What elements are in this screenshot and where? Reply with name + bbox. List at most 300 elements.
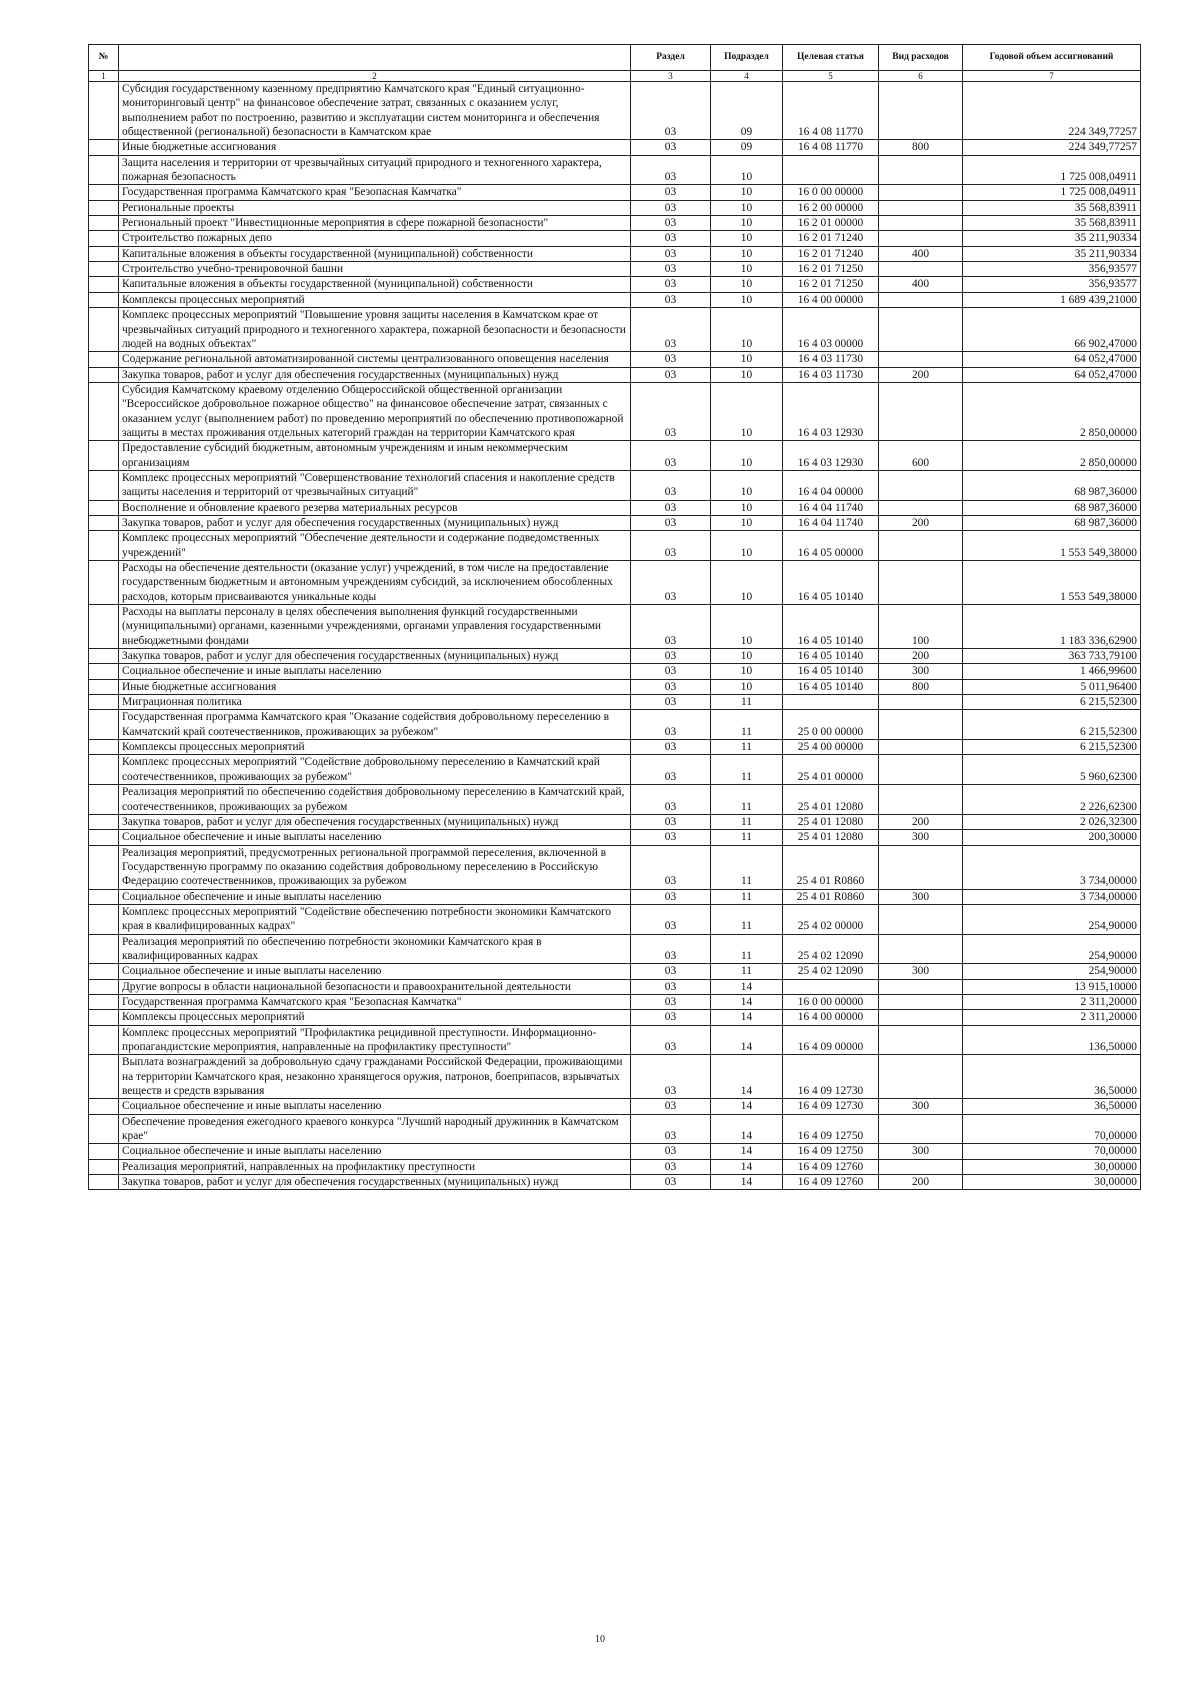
table-row [89,155,1141,185]
row-name-cell: Социальное обеспечение и иные выплаты населению [119,664,631,679]
column-number: 2 [119,71,631,82]
row-podrazdel-cell: 10 [711,185,783,200]
row-name-cell: Социальное обеспечение и иные выплаты населению [119,964,631,979]
row-name-cell: Социальное обеспечение и иные выплаты населению [119,1144,631,1159]
row-number-cell [89,1055,119,1099]
row-podrazdel-cell: 10 [711,649,783,664]
row-amount-cell: 35 568,83911 [963,200,1141,215]
row-amount-cell: 30,00000 [963,1175,1141,1190]
row-razdel-cell: 03 [631,1175,711,1190]
row-razdel-cell: 03 [631,814,711,829]
row-podrazdel-cell: 10 [711,246,783,261]
row-number-cell [89,664,119,679]
row-expense-type-cell: 300 [879,830,963,845]
row-name-cell: Иные бюджетные ассигнования [119,140,631,155]
table-row [89,292,1141,307]
row-amount-cell: 2 226,62300 [963,785,1141,815]
row-number-cell [89,740,119,755]
column-number-row [89,71,1141,82]
table-row [89,262,1141,277]
row-number-cell [89,1175,119,1190]
table-row [89,679,1141,694]
row-number-cell [89,500,119,515]
row-podrazdel-cell: 14 [711,1099,783,1114]
header-row [89,45,1141,71]
row-number-cell [89,979,119,994]
row-name-cell: Иные бюджетные ассигнования [119,679,631,694]
row-expense-type-cell [879,352,963,367]
row-expense-type-cell [879,82,963,140]
row-amount-cell: 35 568,83911 [963,216,1141,231]
row-podrazdel-cell: 10 [711,382,783,440]
row-podrazdel-cell: 10 [711,500,783,515]
row-number-cell [89,231,119,246]
row-podrazdel-cell: 10 [711,292,783,307]
row-podrazdel-cell: 10 [711,262,783,277]
row-number-cell [89,814,119,829]
row-number-cell [89,561,119,605]
row-amount-cell: 35 211,90334 [963,246,1141,261]
row-expense-type-cell: 300 [879,964,963,979]
table-row [89,231,1141,246]
row-razdel-cell: 03 [631,1010,711,1025]
table-row [89,695,1141,710]
row-target-cell: 25 4 02 12090 [783,964,879,979]
row-razdel-cell: 03 [631,531,711,561]
row-razdel-cell: 03 [631,155,711,185]
row-podrazdel-cell: 11 [711,889,783,904]
row-target-cell: 16 2 01 00000 [783,216,879,231]
row-number-cell [89,845,119,889]
table-row [89,277,1141,292]
row-target-cell: 16 2 01 71250 [783,277,879,292]
row-podrazdel-cell: 10 [711,200,783,215]
row-razdel-cell: 03 [631,904,711,934]
row-razdel-cell: 03 [631,292,711,307]
table-row [89,82,1141,140]
row-razdel-cell: 03 [631,1025,711,1055]
row-razdel-cell: 03 [631,200,711,215]
table-row [89,246,1141,261]
row-number-cell [89,140,119,155]
row-name-cell: Восполнение и обновление краевого резерва материальных ресурсов [119,500,631,515]
row-razdel-cell: 03 [631,830,711,845]
row-name-cell: Государственная программа Камчатского края "Безопасная Камчатка" [119,994,631,1009]
row-target-cell: 16 4 04 11740 [783,500,879,515]
row-podrazdel-cell: 14 [711,1159,783,1174]
row-name-cell: Выплата вознаграждений за добровольную сдачу гражданами Российской Федерации, проживающими на территории Камчатского края, незаконно хранящегося оружия, патронов, боеприпасов, взрывчатых веществ и средств взрывания [119,1055,631,1099]
row-name-cell: Государственная программа Камчатского края "Безопасная Камчатка" [119,185,631,200]
row-expense-type-cell [879,155,963,185]
row-name-cell: Комплекс процессных мероприятий "Содействие обеспечению потребности экономики Камчатского края в квалифицированных кадрах" [119,904,631,934]
header-no: № [89,45,119,71]
row-amount-cell: 254,90000 [963,904,1141,934]
row-expense-type-cell [879,755,963,785]
row-expense-type-cell [879,934,963,964]
row-razdel-cell: 03 [631,934,711,964]
row-razdel-cell: 03 [631,308,711,352]
row-target-cell: 16 4 05 10140 [783,649,879,664]
table-row [89,1099,1141,1114]
row-target-cell: 16 4 09 12730 [783,1099,879,1114]
row-expense-type-cell [879,382,963,440]
row-target-cell: 16 4 05 00000 [783,531,879,561]
row-expense-type-cell: 200 [879,814,963,829]
row-number-cell [89,710,119,740]
row-number-cell [89,155,119,185]
row-expense-type-cell [879,561,963,605]
row-target-cell: 25 4 01 12080 [783,814,879,829]
row-razdel-cell: 03 [631,441,711,471]
row-razdel-cell: 03 [631,500,711,515]
row-name-cell: Миграционная политика [119,695,631,710]
row-target-cell: 16 4 04 00000 [783,470,879,500]
row-expense-type-cell [879,292,963,307]
column-number: 5 [783,71,879,82]
row-expense-type-cell [879,262,963,277]
row-name-cell: Субсидия государственному казенному предприятию Камчатского края "Единый ситуационно-мониторинговый центр" на финансовое обеспечение затрат, связанных с оказанием услуг, выполнением работ по построению, развитию и эксплуатации систем мониторинга и обеспечения общественной (региональной) безопасности в Камчатском крае [119,82,631,140]
row-name-cell: Реализация мероприятий, направленных на профилактику преступности [119,1159,631,1174]
row-razdel-cell: 03 [631,845,711,889]
row-expense-type-cell [879,308,963,352]
row-name-cell: Комплекс процессных мероприятий "Обеспечение деятельности и содержание подведомственных учреждений" [119,531,631,561]
row-target-cell: 16 4 03 11730 [783,367,879,382]
row-number-cell [89,830,119,845]
row-target-cell: 25 4 01 12080 [783,785,879,815]
column-number: 6 [879,71,963,82]
row-razdel-cell: 03 [631,664,711,679]
table-row [89,200,1141,215]
row-number-cell [89,1010,119,1025]
row-number-cell [89,308,119,352]
row-razdel-cell: 03 [631,277,711,292]
row-amount-cell: 1 553 549,38000 [963,531,1141,561]
table-row [89,470,1141,500]
row-number-cell [89,755,119,785]
header-razdel: Раздел [631,45,711,71]
row-amount-cell: 68 987,36000 [963,500,1141,515]
row-target-cell: 16 4 00 00000 [783,1010,879,1025]
row-number-cell [89,1144,119,1159]
header-amount: Годовой объем ассигнований [963,45,1141,71]
row-podrazdel-cell: 10 [711,531,783,561]
row-razdel-cell: 03 [631,1114,711,1144]
row-podrazdel-cell: 11 [711,710,783,740]
column-number: 3 [631,71,711,82]
row-number-cell [89,292,119,307]
row-target-cell: 16 4 08 11770 [783,140,879,155]
row-expense-type-cell [879,740,963,755]
row-amount-cell: 1 466,99600 [963,664,1141,679]
table-row [89,994,1141,1009]
row-target-cell: 16 4 05 10140 [783,561,879,605]
table-row [89,1055,1141,1099]
row-target-cell: 16 0 00 00000 [783,185,879,200]
row-expense-type-cell [879,500,963,515]
row-razdel-cell: 03 [631,470,711,500]
row-target-cell: 16 2 00 00000 [783,200,879,215]
row-amount-cell: 6 215,52300 [963,710,1141,740]
row-name-cell: Комплекс процессных мероприятий "Повышение уровня защиты населения в Камчатском крае от чрезвычайных ситуаций природного и техногенного характера, пожарной безопасности и безопасности людей на водных объектах" [119,308,631,352]
table-row [89,889,1141,904]
row-amount-cell: 363 733,79100 [963,649,1141,664]
row-target-cell: 16 2 01 71240 [783,246,879,261]
row-expense-type-cell [879,470,963,500]
row-amount-cell: 36,50000 [963,1099,1141,1114]
row-name-cell: Реализация мероприятий по обеспечению содействия добровольному переселению в Камчатский край, соотечественников, проживающих за рубежом [119,785,631,815]
table-row [89,1175,1141,1190]
row-expense-type-cell [879,904,963,934]
row-amount-cell: 1 689 439,21000 [963,292,1141,307]
table-row [89,830,1141,845]
row-target-cell [783,695,879,710]
row-podrazdel-cell: 10 [711,605,783,649]
row-number-cell [89,605,119,649]
row-amount-cell: 1 183 336,62900 [963,605,1141,649]
row-podrazdel-cell: 14 [711,1025,783,1055]
row-expense-type-cell [879,994,963,1009]
row-name-cell: Закупка товаров, работ и услуг для обеспечения государственных (муниципальных) нужд [119,367,631,382]
page-number: 10 [595,1634,605,1645]
table-row [89,755,1141,785]
table-row [89,1159,1141,1174]
row-podrazdel-cell: 11 [711,755,783,785]
row-amount-cell: 13 915,10000 [963,979,1141,994]
row-podrazdel-cell: 14 [711,1055,783,1099]
budget-sheet [88,44,1140,1190]
row-expense-type-cell: 400 [879,246,963,261]
row-podrazdel-cell: 14 [711,1114,783,1144]
row-target-cell: 16 0 00 00000 [783,994,879,1009]
table-row [89,710,1141,740]
table-row [89,964,1141,979]
row-amount-cell: 64 052,47000 [963,352,1141,367]
row-expense-type-cell [879,710,963,740]
row-expense-type-cell: 800 [879,140,963,155]
row-number-cell [89,470,119,500]
row-amount-cell: 35 211,90334 [963,231,1141,246]
table-row [89,904,1141,934]
row-expense-type-cell [879,845,963,889]
column-number: 1 [89,71,119,82]
table-row [89,814,1141,829]
row-amount-cell: 356,93577 [963,277,1141,292]
row-name-cell: Расходы на обеспечение деятельности (оказание услуг) учреждений, в том числе на предоставление государственным бюджетным и автономным учреждениям субсидий, за исключением обособленных расходов, которым присваиваются уникальные коды [119,561,631,605]
row-target-cell: 25 4 02 00000 [783,904,879,934]
row-podrazdel-cell: 10 [711,352,783,367]
row-target-cell: 16 4 04 11740 [783,515,879,530]
row-expense-type-cell: 200 [879,649,963,664]
row-number-cell [89,441,119,471]
row-number-cell [89,695,119,710]
row-razdel-cell: 03 [631,246,711,261]
row-amount-cell: 1 553 549,38000 [963,561,1141,605]
table-row [89,515,1141,530]
row-amount-cell: 2 850,00000 [963,441,1141,471]
row-name-cell: Строительство пожарных депо [119,231,631,246]
row-razdel-cell: 03 [631,1144,711,1159]
row-podrazdel-cell: 14 [711,979,783,994]
row-amount-cell: 2 026,32300 [963,814,1141,829]
table-row [89,1025,1141,1055]
row-amount-cell: 1 725 008,04911 [963,185,1141,200]
row-razdel-cell: 03 [631,1159,711,1174]
row-amount-cell: 36,50000 [963,1055,1141,1099]
row-podrazdel-cell: 10 [711,216,783,231]
table-row [89,1114,1141,1144]
row-name-cell: Реализация мероприятий, предусмотренных региональной программой переселения, включенной в Государственную программу по оказанию содействия добровольному переселению в Российскую Федерацию соотечественников, проживающих за рубежом [119,845,631,889]
row-number-cell [89,889,119,904]
row-razdel-cell: 03 [631,695,711,710]
row-name-cell: Закупка товаров, работ и услуг для обеспечения государственных (муниципальных) нужд [119,515,631,530]
table-body [89,82,1141,1190]
row-expense-type-cell: 200 [879,367,963,382]
table-row [89,664,1141,679]
table-row [89,934,1141,964]
row-number-cell [89,904,119,934]
row-expense-type-cell [879,1055,963,1099]
row-amount-cell: 30,00000 [963,1159,1141,1174]
row-podrazdel-cell: 10 [711,679,783,694]
row-razdel-cell: 03 [631,679,711,694]
row-number-cell [89,185,119,200]
row-razdel-cell: 03 [631,755,711,785]
row-target-cell: 16 4 03 12930 [783,382,879,440]
table-row [89,352,1141,367]
row-razdel-cell: 03 [631,515,711,530]
row-podrazdel-cell: 10 [711,308,783,352]
row-name-cell: Расходы на выплаты персоналу в целях обеспечения выполнения функций государственными (муниципальными) органами, казенными учреждениями, органами управления государственными внебюджетными фондами [119,605,631,649]
row-expense-type-cell: 300 [879,664,963,679]
row-expense-type-cell [879,200,963,215]
row-podrazdel-cell: 14 [711,994,783,1009]
row-amount-cell: 2 850,00000 [963,382,1141,440]
row-razdel-cell: 03 [631,561,711,605]
row-number-cell [89,994,119,1009]
row-number-cell [89,785,119,815]
row-number-cell [89,1159,119,1174]
table-row [89,740,1141,755]
row-name-cell: Региональный проект "Инвестиционные мероприятия в сфере пожарной безопасности" [119,216,631,231]
row-amount-cell: 70,00000 [963,1144,1141,1159]
row-podrazdel-cell: 10 [711,367,783,382]
row-target-cell [783,979,879,994]
row-target-cell: 16 4 09 00000 [783,1025,879,1055]
row-number-cell [89,382,119,440]
row-name-cell: Социальное обеспечение и иные выплаты населению [119,1099,631,1114]
row-number-cell [89,367,119,382]
row-name-cell: Комплекс процессных мероприятий "Совершенствование технологий спасения и накопление средств защиты населения и территорий от чрезвычайных ситуаций" [119,470,631,500]
row-target-cell: 16 4 05 10140 [783,679,879,694]
row-number-cell [89,964,119,979]
row-podrazdel-cell: 10 [711,470,783,500]
row-name-cell: Комплексы процессных мероприятий [119,292,631,307]
row-amount-cell: 6 215,52300 [963,695,1141,710]
row-name-cell: Закупка товаров, работ и услуг для обеспечения государственных (муниципальных) нужд [119,649,631,664]
row-name-cell: Закупка товаров, работ и услуг для обеспечения государственных (муниципальных) нужд [119,1175,631,1190]
row-target-cell: 16 4 03 11730 [783,352,879,367]
row-target-cell: 16 4 09 12730 [783,1055,879,1099]
row-podrazdel-cell: 10 [711,277,783,292]
row-expense-type-cell [879,1010,963,1025]
table-row [89,500,1141,515]
row-target-cell: 16 4 08 11770 [783,82,879,140]
row-name-cell: Реализация мероприятий по обеспечению потребности экономики Камчатского края в квалифицированных кадрах [119,934,631,964]
row-expense-type-cell [879,695,963,710]
row-target-cell: 25 4 02 12090 [783,934,879,964]
row-target-cell: 16 4 03 12930 [783,441,879,471]
table-row [89,605,1141,649]
row-podrazdel-cell: 10 [711,515,783,530]
row-razdel-cell: 03 [631,231,711,246]
row-target-cell: 25 4 00 00000 [783,740,879,755]
row-target-cell: 25 4 01 12080 [783,830,879,845]
row-podrazdel-cell: 14 [711,1144,783,1159]
row-number-cell [89,1025,119,1055]
column-number: 4 [711,71,783,82]
row-podrazdel-cell: 11 [711,904,783,934]
row-name-cell: Государственная программа Камчатского края "Оказание содействия добровольному переселению в Камчатский край соотечественников, проживающих за рубежом" [119,710,631,740]
row-target-cell: 16 4 05 10140 [783,664,879,679]
row-expense-type-cell [879,216,963,231]
row-amount-cell: 68 987,36000 [963,515,1141,530]
table-row [89,367,1141,382]
row-razdel-cell: 03 [631,994,711,1009]
row-expense-type-cell [879,785,963,815]
row-number-cell [89,352,119,367]
row-target-cell: 25 4 01 R0860 [783,845,879,889]
row-razdel-cell: 03 [631,785,711,815]
row-number-cell [89,649,119,664]
row-expense-type-cell [879,979,963,994]
row-expense-type-cell: 600 [879,441,963,471]
row-expense-type-cell: 300 [879,889,963,904]
row-podrazdel-cell: 10 [711,561,783,605]
budget-table [88,44,1141,1190]
row-number-cell [89,277,119,292]
table-row [89,785,1141,815]
row-podrazdel-cell: 10 [711,231,783,246]
row-name-cell: Капитальные вложения в объекты государственной (муниципальной) собственности [119,246,631,261]
row-expense-type-cell: 100 [879,605,963,649]
row-podrazdel-cell: 11 [711,845,783,889]
row-name-cell: Содержание региональной автоматизированной системы централизованного оповещения населения [119,352,631,367]
row-number-cell [89,82,119,140]
row-number-cell [89,262,119,277]
row-target-cell: 25 4 01 00000 [783,755,879,785]
row-podrazdel-cell: 10 [711,664,783,679]
table-row [89,441,1141,471]
row-name-cell: Обеспечение проведения ежегодного краевого конкурса "Лучший народный дружинник в Камчатском крае" [119,1114,631,1144]
row-name-cell: Другие вопросы в области национальной безопасности и правоохранительной деятельности [119,979,631,994]
row-razdel-cell: 03 [631,382,711,440]
row-target-cell: 16 4 09 12760 [783,1159,879,1174]
row-podrazdel-cell: 11 [711,934,783,964]
header-name [119,45,631,71]
row-razdel-cell: 03 [631,605,711,649]
table-row [89,382,1141,440]
row-number-cell [89,515,119,530]
row-razdel-cell: 03 [631,352,711,367]
table-row [89,1010,1141,1025]
row-amount-cell: 136,50000 [963,1025,1141,1055]
row-name-cell: Защита населения и территории от чрезвычайных ситуаций природного и техногенного характера, пожарная безопасность [119,155,631,185]
row-name-cell: Субсидия Камчатскому краевому отделению Общероссийской общественной организации "Всероссийское добровольное пожарное общество" на финансовое обеспечение затрат, связанных с оказанием услуг (выполнением работ) по проведению мероприятий по обеспечению противопожарной защиты в местах проживания отдельных категорий граждан на территории Камчатского края [119,382,631,440]
row-expense-type-cell [879,185,963,200]
table-row [89,308,1141,352]
row-razdel-cell: 03 [631,140,711,155]
row-amount-cell: 254,90000 [963,964,1141,979]
